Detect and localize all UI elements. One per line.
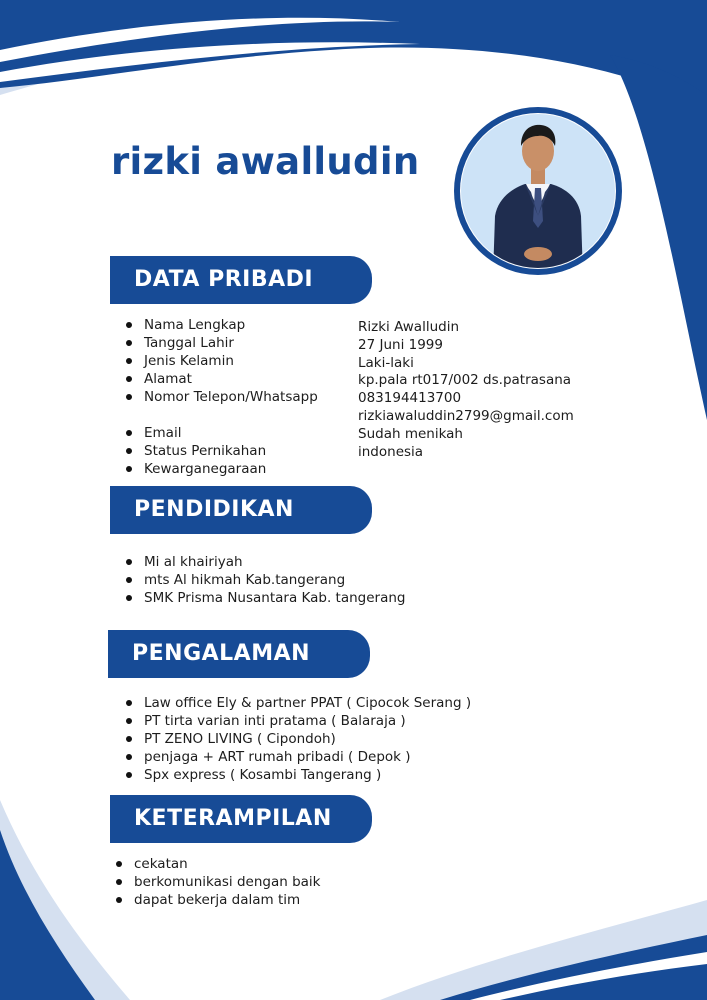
- value-tanggal-lahir: 27 Juni 1999: [358, 336, 443, 353]
- label-email: Email: [126, 424, 318, 442]
- list-item: Mi al khairiyah: [126, 553, 406, 571]
- label-nomor-telepon: Nomor Telepon/Whatsapp: [126, 388, 318, 406]
- list-item: penjaga + ART rumah pribadi ( Depok ): [126, 748, 471, 766]
- value-kewarganegaraan: indonesia: [358, 443, 424, 460]
- section-header-pendidikan: PENDIDIKAN: [110, 486, 372, 534]
- list-item: PT tirta varian inti pratama ( Balaraja ): [126, 712, 471, 730]
- value-alamat: kp.pala rt017/002 ds.patrasana: [358, 372, 572, 389]
- label-alamat: Alamat: [126, 370, 318, 388]
- education-list: [126, 553, 406, 607]
- section-header-keterampilan: KETERAMPILAN: [110, 795, 372, 843]
- label-status-pernikahan: Status Pernikahan: [126, 442, 318, 460]
- skills-list: [116, 855, 321, 909]
- label-jenis-kelamin: Jenis Kelamin: [126, 352, 318, 370]
- profile-photo-icon: [453, 106, 623, 276]
- personal-data-labels: [126, 316, 318, 478]
- list-item: mts Al hikmah Kab.tangerang: [126, 571, 406, 589]
- right-side-band: [610, 55, 707, 420]
- list-item: Law office Ely & partner PPAT ( Cipocok Serang ): [126, 694, 471, 712]
- personal-data-values: [358, 319, 574, 461]
- section-header-pengalaman: PENGALAMAN: [108, 630, 370, 678]
- value-email: rizkiawaluddin2799@gmail.com: [358, 407, 574, 424]
- experience-list: [126, 694, 471, 784]
- top-wave-dark: [0, 0, 707, 108]
- list-item: PT ZENO LIVING ( Cipondoh): [126, 730, 471, 748]
- list-item: SMK Prisma Nusantara Kab. tangerang: [126, 589, 406, 607]
- value-jenis-kelamin: Laki-laki: [358, 354, 414, 371]
- value-nomor-telepon: 083194413700: [358, 390, 462, 407]
- list-item: dapat bekerja dalam tim: [116, 891, 321, 909]
- value-status-pernikahan: Sudah menikah: [358, 425, 463, 442]
- label-tanggal-lahir: Tanggal Lahir: [126, 334, 318, 352]
- label-spacer: [126, 406, 318, 424]
- value-nama-lengkap: Rizki Awalludin: [358, 319, 460, 335]
- list-item: berkomunikasi dengan baik: [116, 873, 321, 891]
- candidate-name: rizki awalludin: [111, 140, 420, 183]
- list-item: Spx express ( Kosambi Tangerang ): [126, 766, 471, 784]
- list-item: cekatan: [116, 855, 321, 873]
- label-kewarganegaraan: Kewarganegaraan: [126, 460, 318, 478]
- section-header-data-pribadi: DATA PRIBADI: [110, 256, 372, 304]
- label-nama-lengkap: Nama Lengkap: [126, 316, 318, 334]
